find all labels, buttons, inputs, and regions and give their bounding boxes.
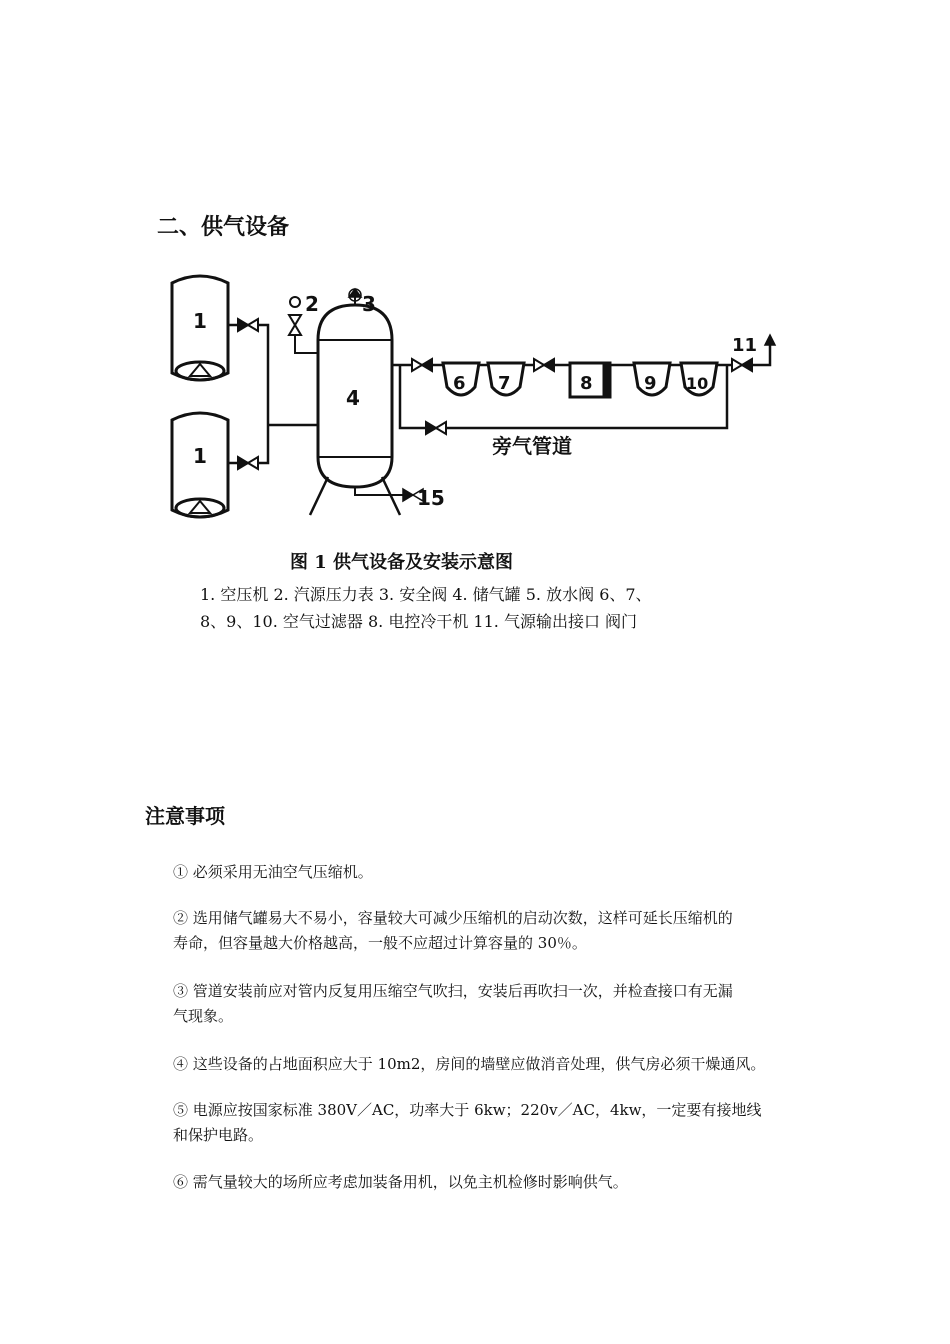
label-safety-valve: 3 — [362, 292, 376, 316]
note-line: ⑥ 需气量较大的场所应考虑加装备用机，以免主机检修时影响供气。 — [173, 1173, 628, 1191]
note-line: ④ 这些设备的占地面积应大于 10m2，房间的墙壁应做消音处理，供气房必须干燥通风。 — [173, 1055, 766, 1073]
note-item — [173, 1098, 823, 1148]
note-line: ③ 管道安装前应对管内反复用压缩空气吹扫，安装后再吹扫一次，并检查接口有无漏 — [173, 982, 733, 1000]
note-item — [173, 906, 823, 956]
note-line: 气现象。 — [173, 1007, 234, 1025]
note-item — [173, 979, 823, 1029]
note-item — [173, 860, 823, 885]
label-dryer-8: 8 — [580, 373, 593, 394]
label-tank: 4 — [346, 386, 360, 410]
label-outlet: 11 — [732, 335, 758, 356]
storage-tank — [310, 305, 423, 515]
label-filter-10: 10 — [686, 374, 709, 393]
label-bypass: 旁气管道 — [492, 434, 572, 458]
label-filter-6: 6 — [453, 373, 466, 394]
label-filter-7: 7 — [498, 373, 511, 394]
figure-legend-line1: 1. 空压机 2. 汽源压力表 3. 安全阀 4. 储气罐 5. 放水阀 6、7、 — [200, 585, 652, 604]
note-line: ⑤ 电源应按国家标准 380V／AC，功率大于 6kw；220v／AC，4kw，一定要有接地线 — [173, 1101, 762, 1119]
figure-legend-line2: 8、9、10. 空气过滤器 8. 电控冷干机 11. 气源输出接口 阀门 — [200, 612, 638, 631]
supply-equipment-diagram — [160, 265, 800, 645]
note-line: 和保护电路。 — [173, 1126, 264, 1144]
note-line: ① 必须采用无油空气压缩机。 — [173, 863, 373, 881]
section-title: 二、供气设备 — [157, 215, 290, 240]
notes-title: 注意事项 — [145, 804, 225, 828]
label-gauge: 2 — [305, 292, 319, 316]
label-compressor-bottom: 1 — [193, 444, 207, 468]
note-line: 寿命，但容量越大价格越高，一般不应超过计算容量的 30％。 — [173, 934, 587, 952]
note-item — [173, 1052, 823, 1077]
label-filter-9: 9 — [644, 373, 657, 394]
figure-caption: 图 1 供气设备及安装示意图 — [290, 552, 514, 573]
note-item — [173, 1170, 823, 1195]
label-compressor-top: 1 — [193, 309, 207, 333]
label-drain: 15 — [417, 486, 445, 510]
note-line: ② 选用储气罐易大不易小，容量较大可减少压缩机的启动次数，这样可延长压缩机的 — [173, 909, 733, 927]
